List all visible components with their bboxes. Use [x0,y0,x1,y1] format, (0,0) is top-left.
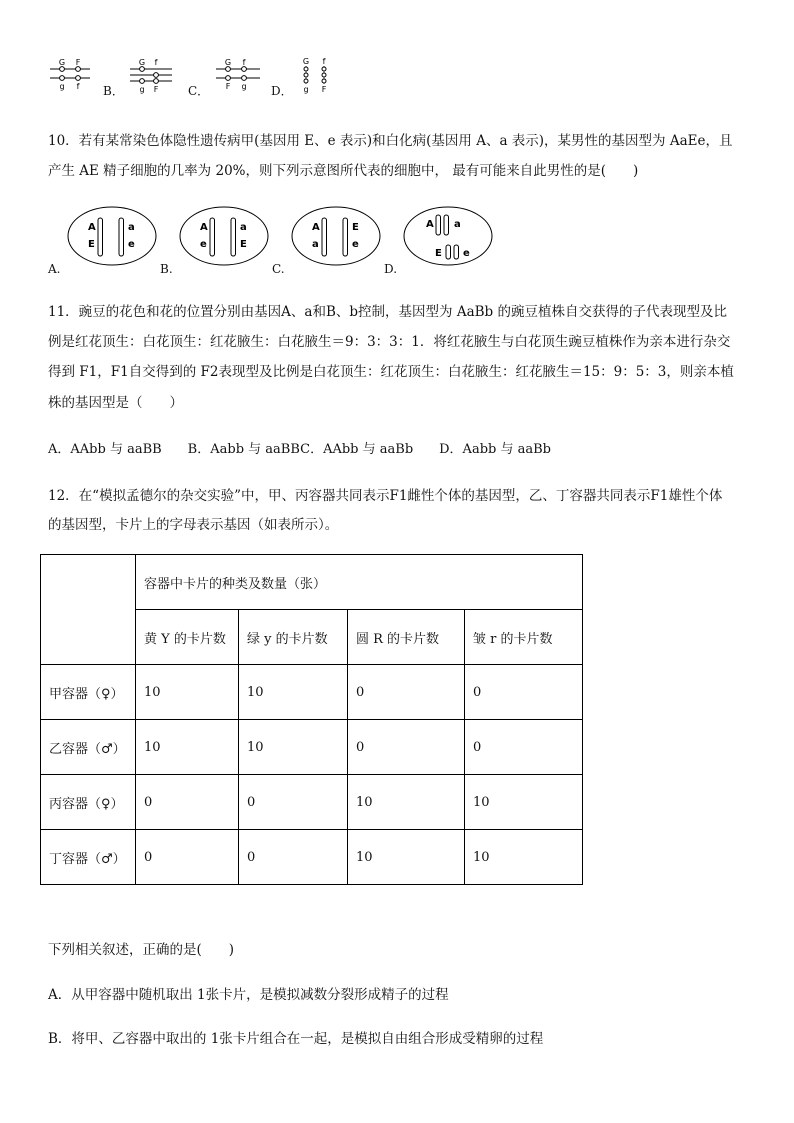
q10c-g2: a [312,239,319,250]
q10b-g4: E [240,239,247,250]
q9a-top-2: F [75,58,81,67]
q11-text-line4: 株的基因型是（ ） [48,395,183,411]
card-count-table [40,554,583,885]
table-cell: 10 [348,775,465,830]
table-row [41,830,583,885]
table-cell: 0 [239,830,348,885]
q11-text-line1: 11．豌豆的花色和花的位置分别由基因A、a和B、b控制，基因型为 AaBb 的豌豆植株自交获得的子代表现型及比 [48,304,727,320]
q9-options-row [48,56,368,100]
q10c-g3: E [352,222,359,233]
row-label: 乙容器（♂） [41,720,136,775]
q10c-g1: A [312,222,320,233]
q10-text-line2: 产生 AE 精子细胞的几率为 20%，则下列示意图所代表的细胞中， 最有可能来自此男性的是( ) [48,163,639,179]
q9d-top-2: f [322,57,326,66]
q9c-bot-1: F [225,82,231,91]
q10b-g1: A [200,222,208,233]
table-cell: 10 [136,665,239,720]
table-cell: 10 [239,720,348,775]
q10c-g4: e [352,239,359,250]
q9-diagram-b [128,56,174,100]
q10-option-a-label: A. [48,262,61,276]
q9c-top-2: f [242,58,246,67]
q9a-top-1: G [58,58,66,67]
q10-cell-b [178,205,270,267]
q11-text-line2: 例是红花顶生：白花顶生：红花腋生：白花腋生＝9：3：3：1．将红花腋生与白花顶生豌豆植株作为亲本进行杂交 [48,334,731,350]
q12-text-line2: 的基因型，卡片上的字母表示基因（如表所示）。 [48,517,339,533]
table-cell: 10 [136,720,239,775]
row-label: 丙容器（♀） [41,775,136,830]
table-header-row [41,555,583,610]
row-label: 丁容器（♂） [41,830,136,885]
q11-options: A．AAbb 与 aaBB B．Aabb 与 aaBBC．AAbb 与 aaBb D．Aabb 与 aaBb [48,442,551,457]
q9c-bot-2: g [241,82,247,91]
q10d-g1: A [426,219,434,230]
q10-text-line1: 10．若有某常染色体隐性遗传病甲(基因用 E、e 表示)和白化病(基因用 A、a 表示)，某男性的基因型为 AaEe，且 [48,133,733,149]
q12-option-a: A．从甲容器中随机取出 1张卡片，是模拟减数分裂形成精子的过程 [48,987,449,1003]
table-cell: 10 [239,665,348,720]
row-label: 甲容器（♀） [41,665,136,720]
table-row [41,665,583,720]
q9d-top-1: G [302,57,310,66]
table-cell: 0 [348,720,465,775]
q10d-g2: a [454,219,461,230]
table-cell: 0 [239,775,348,830]
q9d-bot-1: g [303,85,309,94]
q9-diagram-d [296,56,340,100]
q9a-bot-2: f [76,82,80,91]
q10d-g4: e [463,248,470,259]
q10a-g3: a [128,222,135,233]
table-cell: 10 [465,830,583,885]
q9-diagram-a [48,56,92,100]
q10a-g1: A [88,222,96,233]
q10-cell-diagrams [44,205,484,277]
col-header: 皱 r 的卡片数 [465,610,583,665]
table-row [41,775,583,830]
table-group-header: 容器中卡片的种类及数量（张） [136,555,583,610]
table-cell: 0 [136,830,239,885]
q12-text-line1: 12．在“模拟孟德尔的杂交实验”中，甲、丙容器共同表示F1雌性个体的基因型，乙、丁容器共同表示F1雄性个体 [48,488,723,504]
q10-option-b-label: B. [160,262,173,276]
col-header: 圆 R 的卡片数 [348,610,465,665]
col-header: 绿 y 的卡片数 [239,610,348,665]
q10-cell-d [402,205,494,267]
q9-diagram-c [214,56,262,100]
table-cell: 0 [136,775,239,830]
q10a-g2: E [88,239,95,250]
q9b-top-1: G [138,58,146,67]
table-cell: 0 [465,720,583,775]
q12-prompt: 下列相关叙述，正确的是( ) [48,942,235,958]
q9a-bot-1: g [59,82,65,91]
q12-option-b: B．将甲、乙容器中取出的 1张卡片组合在一起，是模拟自由组合形成受精卵的过程 [48,1031,544,1047]
table-cell: 10 [348,830,465,885]
q9c-top-1: G [224,58,232,67]
q10-option-d-label: D. [384,262,398,276]
q9-option-b-label: B． [103,84,124,98]
q10-cell-c [290,205,382,267]
q9-option-c-label: C． [188,84,210,98]
q11-text-line3: 得到 F1，F1自交得到的 F2表现型及比例是白花顶生：红花顶生：白花腋生：红花腋生＝15：9：5：3，则亲本植 [48,364,734,380]
table-row [41,720,583,775]
q9b-bot-2: F [153,85,159,94]
q10-cell-a [66,205,158,267]
q10-option-c-label: C. [272,262,285,276]
col-header: 黄 Y 的卡片数 [136,610,239,665]
q10b-g3: a [240,222,247,233]
q9d-bot-2: F [321,85,327,94]
q10d-g3: E [435,248,442,259]
table-cell: 0 [348,665,465,720]
q9-option-d-label: D． [271,84,293,98]
table-cell: 10 [465,775,583,830]
q10b-g2: e [200,239,207,250]
table-corner-cell [41,555,136,665]
table-cell: 0 [465,665,583,720]
q9b-top-2: f [154,58,158,67]
q9b-bot-1: g [139,85,145,94]
q10a-g4: e [128,239,135,250]
